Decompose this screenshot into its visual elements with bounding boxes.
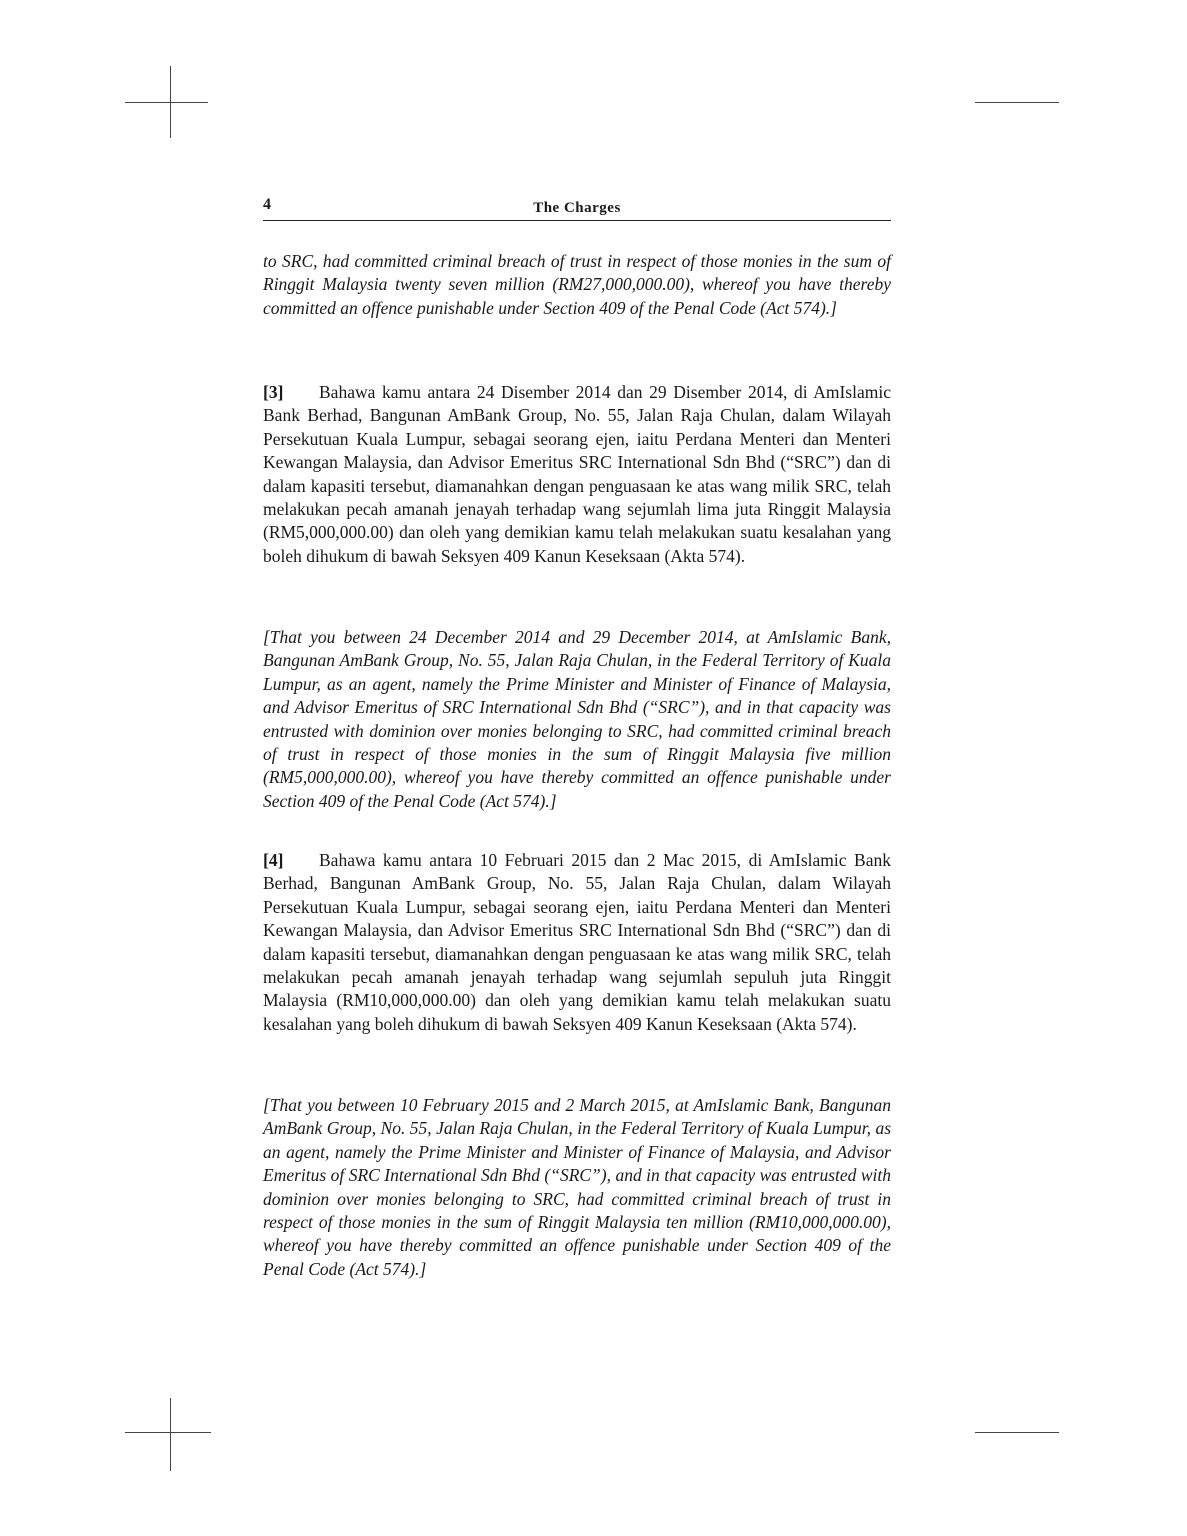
page-number: 4 — [263, 196, 271, 213]
running-title: The Charges — [533, 200, 621, 216]
continued-english-text: to SRC, had committed criminal breach of trust in respect of those monies in the sum of Ringgit Malaysia twenty seven million (RM27,000,000.00), whereof you have thereby committed an offence punishable under Section 409 of the Penal Code (Act 574).] — [263, 251, 891, 318]
crop-mark-bottom-left-vertical — [170, 1398, 171, 1471]
charge-4-english: [That you between 10 February 2015 and 2 March 2015, at AmIslamic Bank, Bangunan AmBank Group, No. 55, Jalan Raja Chulan, in the Federal Territory of Kuala Lumpur, as an agent, namely the Prime Minister and Minister of Finance of Malaysia, and Advisor Emeritus of SRC International Sdn Bhd (“SRC”), and in that capacity was entrusted with dominion over monies belonging to SRC, had committed criminal breach of trust in respect of those monies in the sum of Ringgit Malaysia ten million (RM10,000,000.00), whereof you have thereby committed an offence punishable under Section 409 of the Penal Code (Act 574).] — [263, 1095, 891, 1279]
charge-3-number: [3] — [263, 382, 284, 402]
charge-4-malay — [263, 849, 891, 1036]
charge-4-number: [4] — [263, 850, 284, 870]
charge-3-english: [That you between 24 December 2014 and 29 December 2014, at AmIslamic Bank, Bangunan AmBank Group, No. 55, Jalan Raja Chulan, in the Federal Territory of Kuala Lumpur, as an agent, namely the Prime Minister and Minister of Finance of Malaysia, and Advisor Emeritus of SRC International Sdn Bhd (“SRC”), and in that capacity was entrusted with dominion over monies belonging to SRC, had committed criminal breach of trust in respect of those monies in the sum of Ringgit Malaysia five million (RM5,000,000.00), whereof you have thereby committed an offence punishable under Section 409 of the Penal Code (Act 574).] — [263, 627, 891, 811]
page-header — [263, 196, 891, 221]
charge-3-malay-text: Bahawa kamu antara 24 Disember 2014 dan 29 Disember 2014, di AmIslamic Bank Berhad, Bangunan AmBank Group, No. 55, Jalan Raja Chulan, dalam Wilayah Persekutuan Kuala Lumpur, sebagai seorang ejen, iaitu Perdana Menteri dan Menteri Kewangan Malaysia, dan Advisor Emeritus SRC International Sdn Bhd (“SRC”) dan di dalam kapasiti tersebut, diamanahkan dengan penguasaan ke atas wang milik SRC, telah melakukan pecah amanah jenayah terhadap wang sejumlah lima juta Ringgit Malaysia (RM5,000,000.00) dan oleh yang demikian kamu telah melakukan suatu kesalahan yang boleh dihukum di bawah Seksyen 409 Kanun Keseksaan (Akta 574). — [263, 382, 891, 566]
crop-mark-top-right-horizontal — [975, 102, 1059, 103]
crop-mark-bottom-right-horizontal — [975, 1432, 1059, 1433]
charge-3-malay — [263, 381, 891, 568]
charge-4-malay-text: Bahawa kamu antara 10 Februari 2015 dan 2 Mac 2015, di AmIslamic Bank Berhad, Bangunan AmBank Group, No. 55, Jalan Raja Chulan, dalam Wilayah Persekutuan Kuala Lumpur, sebagai seorang ejen, iaitu Perdana Menteri dan Menteri Kewangan Malaysia, dan Advisor Emeritus SRC International Sdn Bhd (“SRC”) dan di dalam kapasiti tersebut, diamanahkan dengan penguasaan ke atas wang milik SRC, telah melakukan pecah amanah jenayah terhadap wang sejumlah sepuluh juta Ringgit Malaysia (RM10,000,000.00) dan oleh yang demikian kamu telah melakukan suatu kesalahan yang boleh dihukum di bawah Seksyen 409 Kanun Keseksaan (Akta 574). — [263, 850, 891, 1034]
crop-mark-top-left-horizontal — [125, 102, 208, 103]
crop-mark-bottom-left-horizontal — [125, 1432, 211, 1433]
crop-mark-top-left-vertical — [170, 66, 171, 138]
